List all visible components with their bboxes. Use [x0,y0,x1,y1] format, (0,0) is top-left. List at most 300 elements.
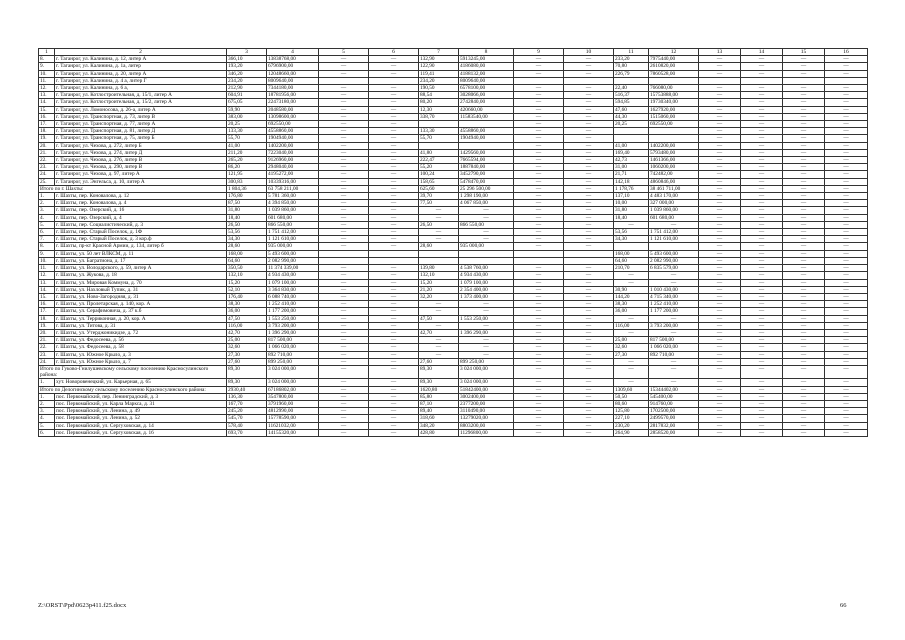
address-cell: г. Шахты, пер. Социалистический, д. 3 [55,221,227,228]
table-cell: — [369,272,419,279]
table-cell: — [783,351,825,358]
table-cell: 2817832,00 [649,422,699,429]
table-cell: — [741,121,783,128]
table-cell: 3002400,00 [459,393,514,400]
table-cell: — [319,70,369,77]
table-cell [514,77,564,84]
table-cell: — [564,286,614,293]
table-cell: 594,85 [614,99,649,106]
table-cell: — [369,315,419,322]
table-cell: — [319,200,369,207]
table-cell: 914760,00 [649,400,699,407]
column-number: 11 [614,49,649,56]
table-cell: 6 835 579,00 [649,265,699,272]
table-cell: — [783,193,825,200]
table-cell: — [514,386,564,393]
table-cell: 2930,40 [227,386,267,393]
table-row [39,293,868,300]
table-cell: — [741,135,783,142]
table-cell: 18,40 [227,214,267,221]
table-cell: — [741,286,783,293]
table-cell: 32,20 [419,293,459,300]
table-cell: — [369,322,419,329]
table-cell: 89,30 [227,365,267,378]
subtotal-row [39,365,868,378]
table-cell: — [825,329,868,336]
table-cell: — [741,393,783,400]
row-number: 9. [39,250,55,257]
address-cell: г. Шахты, пер. Коновалова, д. 4 [55,200,227,207]
address-cell: г. Шахты, ул. Терриконная, д. 20, кор. А [55,315,227,322]
table-cell: — [699,415,741,422]
table-cell: 1 039 860,00 [267,207,319,214]
address-cell: г. Шахты, ул. Мировая Коммуна, д. 70 [55,279,227,286]
table-cell: — [825,142,868,149]
table-cell: — [741,200,783,207]
table-cell: — [564,164,614,171]
table-cell: — [369,106,419,113]
table-cell: 125,80 [614,408,649,415]
table-row [39,301,868,308]
table-cell: 190,50 [419,85,459,92]
table-cell: 892 710,00 [649,351,699,358]
table-cell: — [514,178,564,185]
table-cell: 13838768,00 [267,56,319,63]
table-cell: — [783,92,825,99]
table-cell: — [459,337,514,344]
table-row [39,415,868,422]
table-cell: — [699,99,741,106]
table-cell: — [783,243,825,250]
table-cell: — [369,56,419,63]
address-cell: хут. Новоровенецкий, ул. Карьерная, д. 65 [55,379,227,386]
table-cell: — [699,315,741,322]
table-cell: — [419,214,459,221]
table-cell: — [564,293,614,300]
table-cell: 899 250,00 [267,358,319,365]
table-cell: 2377200,00 [459,400,514,407]
table-cell: — [564,322,614,329]
table-cell: — [514,272,564,279]
table-cell [614,77,649,84]
table-cell: — [369,207,419,214]
table-cell: — [369,178,419,185]
table-cell: — [649,272,699,279]
table-row [39,279,868,286]
table-cell: — [369,386,419,393]
table-cell [564,77,614,84]
table-cell: 41,80 [419,149,459,156]
table-cell: 1887840,00 [459,164,514,171]
table-cell: — [514,279,564,286]
table-row [39,135,868,142]
row-number: 16. [39,301,55,308]
row-number: 5. [39,422,55,429]
table-row [39,379,868,386]
table-cell: — [319,243,369,250]
row-number: 12. [39,272,55,279]
table-cell: — [783,379,825,386]
table-cell [459,257,514,264]
table-cell: — [825,301,868,308]
table-cell: 233,20 [614,56,649,63]
table-cell: 13098600,00 [267,113,319,120]
table-cell: — [825,400,868,407]
address-cell: г. Шахты, ул. Ново-Загородняя, д. 31 [55,293,227,300]
table-cell: — [564,63,614,70]
table-cell: — [699,393,741,400]
table-cell: 67186802,00 [267,386,319,393]
table-cell: — [825,70,868,77]
table-cell: — [319,92,369,99]
table-row [39,164,868,171]
table-cell: 1402200,00 [267,142,319,149]
table-cell: — [825,92,868,99]
row-number: 16. [39,113,55,120]
table-cell: — [564,415,614,422]
table-cell: 70,80 [614,63,649,70]
table-cell: 27,30 [227,351,267,358]
table-cell: 1 396 290,00 [459,329,514,336]
table-cell: — [741,193,783,200]
table-cell: 2948040,00 [267,164,319,171]
table-cell: 7860528,00 [649,70,699,77]
row-number: 11. [39,265,55,272]
table-cell: — [783,344,825,351]
table-cell: — [825,121,868,128]
table-cell: 193,20 [227,63,267,70]
table-cell: 42,70 [227,329,267,336]
table-row [39,272,868,279]
address-cell: пос. Первомайский, ул. Карла Маркса, д. 31 [55,400,227,407]
table-cell: 6578100,00 [459,85,514,92]
table-cell: — [825,315,868,322]
table-cell: — [783,400,825,407]
row-number: 5. [39,221,55,228]
table-cell: — [564,351,614,358]
table-cell: — [699,207,741,214]
table-cell: — [319,393,369,400]
table-cell: — [783,236,825,243]
row-number: 8. [39,56,55,63]
row-number: 1. [39,193,55,200]
address-cell: г. Таганрог, ул. Калинина, д. 6 а, [55,85,227,92]
table-cell: — [564,272,614,279]
table-cell: — [741,106,783,113]
table-row [39,329,868,336]
table-cell: 55,20 [419,164,459,171]
table-cell: 15344402,00 [649,386,699,393]
table-cell: 935 000,00 [267,243,319,250]
table-cell: 1 252 410,00 [267,301,319,308]
table-cell: — [783,164,825,171]
table-cell: 3110490,00 [459,408,514,415]
table-cell: 36,00 [227,308,267,315]
table-cell: — [614,221,649,228]
address-cell: г. Шахты, ул. Володарского, д. 59, литер А [55,265,227,272]
table-cell: — [825,243,868,250]
address-cell: г. Шахты, пр-кт Красной Армии, д. 134, литер б [55,243,227,250]
table-cell: — [564,422,614,429]
table-cell: — [369,301,419,308]
table-cell: — [564,337,614,344]
table-cell: 350,50 [227,265,267,272]
table-row [39,142,868,149]
table-cell: — [825,265,868,272]
table-cell: — [459,351,514,358]
table-cell: — [564,301,614,308]
table-cell [649,135,699,142]
table-cell: — [564,178,614,185]
table-cell: 212,90 [227,85,267,92]
table-cell: — [741,365,783,378]
table-cell [369,250,419,257]
row-number: 11. [39,77,55,84]
table-cell: — [741,429,783,436]
table-cell: — [514,149,564,156]
table-cell: 15753888,00 [649,92,699,99]
table-cell: 144,20 [614,293,649,300]
table-cell: 1 178,76 [614,185,649,192]
table-cell: — [369,149,419,156]
table-cell: — [825,365,868,378]
table-cell: — [564,193,614,200]
table-cell: 742482,00 [649,171,699,178]
table-cell: — [741,142,783,149]
table-cell: — [319,229,369,236]
table-cell: 5 493 600,00 [267,250,319,257]
table-cell: — [741,113,783,120]
table-row [39,77,868,84]
table-cell: 2 082 990,00 [649,257,699,264]
table-cell: — [699,279,741,286]
table-cell: — [319,142,369,149]
table-cell: — [783,315,825,322]
table-cell: 3 024 000,00 [267,379,319,386]
subtotal-row [39,185,868,192]
table-cell: — [319,415,369,422]
table-cell: 300,83 [227,178,267,185]
table-row [39,70,868,77]
table-cell: — [825,113,868,120]
address-cell: г. Таганрог, ул. Чехова, д. 274, литер Д [55,149,227,156]
table-cell: — [783,178,825,185]
table-cell: 8009640,00 [459,77,514,84]
table-cell: — [741,243,783,250]
row-number: 12. [39,85,55,92]
row-number: 19. [39,322,55,329]
table-cell: 19730340,00 [649,99,699,106]
table-cell: 47,50 [227,315,267,322]
table-cell: — [699,243,741,250]
table-cell: 176,40 [227,293,267,300]
table-cell: — [419,229,459,236]
table-cell: 6796900,00 [267,63,319,70]
table-cell: 21,71 [614,171,649,178]
table-cell: — [564,121,614,128]
table-cell: 327 000,00 [649,200,699,207]
table-cell: — [319,322,369,329]
column-number: 14 [741,49,783,56]
table-cell: — [369,408,419,415]
table-cell: — [741,400,783,407]
column-number: 6 [369,49,419,56]
table-row [39,221,868,228]
table-cell: — [699,193,741,200]
table-cell: — [369,400,419,407]
row-number: 25. [39,178,55,185]
table-cell: — [514,99,564,106]
address-cell: г. Шахты, ул. Нахловый Тупик, д. 31 [55,286,227,293]
table-cell: — [825,178,868,185]
column-number: 1 [39,49,55,56]
table-cell: — [369,200,419,207]
table-cell: — [699,113,741,120]
table-cell: 1 373 400,00 [459,293,514,300]
address-cell: г. Шахты, пер. Старый Поселок, д. 1Ф [55,229,227,236]
table-row [39,243,868,250]
table-cell: — [369,229,419,236]
address-cell: пос. Первомайский, ул. Сергуховская, д. 14 [55,422,227,429]
row-number: 1. [39,393,55,400]
table-cell: 1 177 200,00 [267,308,319,315]
table-row [39,200,868,207]
table-cell: — [783,358,825,365]
address-cell: г. Таганрог, ул. Чехова, д. 290, литер В [55,164,227,171]
address-cell: г. Шахты, ул. Жукова, д. 18 [55,272,227,279]
table-cell: 4 934 430,00 [267,272,319,279]
table-cell: — [699,337,741,344]
table-cell: 625,60 [419,185,459,192]
address-cell: г. Таганрог, ул. Чехова, д. 276, литер В [55,157,227,164]
table-cell: — [319,121,369,128]
table-cell: 10,00 [614,200,649,207]
table-cell: — [699,128,741,135]
address-cell: г. Таганрог, ул. Энгельса, д. 10, литер А [55,178,227,185]
table-cell: — [741,386,783,393]
row-number: 21. [39,149,55,156]
table-cell: 38,30 [227,301,267,308]
table-cell: — [783,337,825,344]
table-cell: — [319,56,369,63]
table-cell: — [825,214,868,221]
subtotal-label: Итого по Делогинскому сельскому поселению Красносулинского района: [39,386,227,393]
table-cell: 4 934 430,00 [459,272,514,279]
table-cell: — [369,92,419,99]
table-cell: — [514,142,564,149]
table-cell: 4195272,00 [267,171,319,178]
table-cell: — [783,257,825,264]
table-cell: — [419,337,459,344]
table-cell: 1309,60 [614,386,649,393]
table-cell: — [459,207,514,214]
table-cell: 1 553 250,00 [459,315,514,322]
table-cell: — [783,149,825,156]
table-cell: — [783,365,825,378]
table-cell: 226,79 [614,70,649,77]
column-number: 15 [783,49,825,56]
table-cell: 5793480,00 [649,149,699,156]
table-cell: 12048660,00 [267,70,319,77]
address-cell: г. Таганрог, ул. Калинина, д. 20, литер А [55,70,227,77]
table-cell: — [369,70,419,77]
address-cell: г. Шахты, пер. Озерский, д. 4 [55,214,227,221]
row-number: 20. [39,329,55,336]
table-cell: — [319,164,369,171]
table-row [39,351,868,358]
address-cell: г. Шахты, пер. Озерский, д. 16 [55,207,227,214]
table-cell: — [319,214,369,221]
table-row [39,149,868,156]
table-cell: — [741,164,783,171]
row-number: 22. [39,157,55,164]
table-cell: 346,20 [227,70,267,77]
table-cell: 7665594,00 [459,157,514,164]
table-cell: — [741,415,783,422]
row-number: 13. [39,279,55,286]
table-cell: 116,00 [614,322,649,329]
table-cell: — [514,185,564,192]
table-cell: — [699,63,741,70]
table-cell: — [319,149,369,156]
table-cell: — [741,157,783,164]
table-cell: — [319,400,369,407]
table-cell: 51842400,00 [459,386,514,393]
table-cell: 4 538 760,00 [459,265,514,272]
table-cell: — [699,121,741,128]
table-row [39,344,868,351]
row-number: 18. [39,315,55,322]
table-cell: — [825,164,868,171]
table-cell: 15778590,00 [267,415,319,422]
table-cell: 15,20 [419,279,459,286]
table-row [39,265,868,272]
table-cell: 1 177 200,00 [649,308,699,315]
table-cell: — [825,379,868,386]
table-cell [419,142,459,149]
table-cell: 116,00 [227,322,267,329]
table-cell: — [319,207,369,214]
table-cell: — [564,185,614,192]
table-cell: 133,30 [419,128,459,135]
table-cell: — [825,351,868,358]
table-cell: — [614,379,649,386]
table-cell: 25,00 [614,337,649,344]
table-cell: — [564,279,614,286]
table-cell: — [741,63,783,70]
table-cell: 27,30 [614,351,649,358]
table-cell: 3791960,00 [267,400,319,407]
table-cell: 1904940,00 [267,135,319,142]
table-cell: — [369,308,419,315]
table-cell: — [564,393,614,400]
address-cell: г. Шахты, ул. Южное Крыло, д. 3 [55,351,227,358]
table-cell: 53,56 [614,229,649,236]
table-cell: 2048580,00 [267,106,319,113]
table-cell: — [741,257,783,264]
table-cell: — [741,337,783,344]
table-cell: 1 010 430,00 [649,286,699,293]
table-cell: — [825,322,868,329]
table-cell: — [825,149,868,156]
table-cell: — [514,121,564,128]
table-cell: — [783,171,825,178]
table-cell: — [369,193,419,200]
table-cell: 158,65 [419,178,459,185]
address-cell: г. Таганрог, ул. Котлостроительная, д. 15/1, литер А [55,92,227,99]
table-cell: — [514,422,564,429]
table-cell: — [369,121,419,128]
